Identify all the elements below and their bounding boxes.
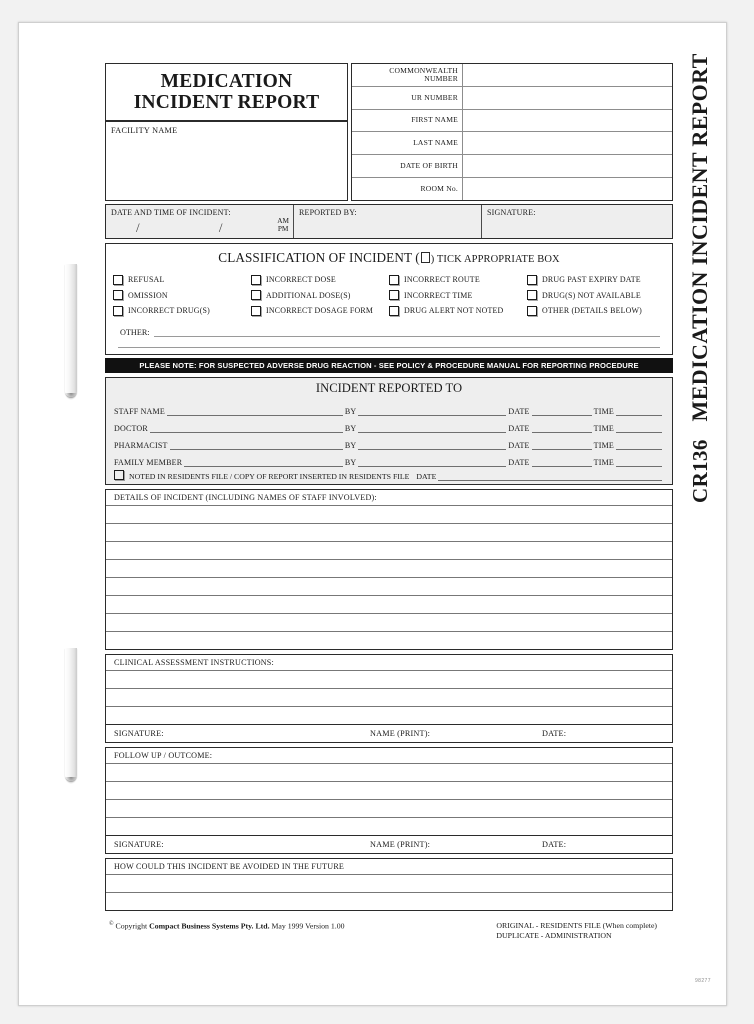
- commonwealth-number-input[interactable]: [463, 64, 672, 86]
- checkbox-incorrect-time[interactable]: [389, 288, 527, 304]
- signature-label[interactable]: SIGNATURE:: [114, 840, 164, 849]
- name-print-label[interactable]: NAME (PRINT):: [370, 729, 431, 738]
- reported-by-field[interactable]: [294, 205, 482, 238]
- checkbox-label: INCORRECT DOSE: [266, 275, 336, 285]
- checkbox-icon[interactable]: [251, 290, 261, 300]
- checkbox-icon[interactable]: [114, 470, 124, 480]
- writing-line[interactable]: [106, 632, 672, 649]
- room-number-label: ROOM No.: [352, 178, 463, 200]
- pm-label: PM: [277, 224, 289, 234]
- commonwealth-number-label: COMMONWEALTH NUMBER: [352, 64, 463, 86]
- checkbox-other-details-below[interactable]: [527, 303, 665, 319]
- title-line-2: INCIDENT REPORT: [133, 92, 320, 113]
- writing-line[interactable]: [106, 542, 672, 560]
- last-name-label: LAST NAME: [352, 132, 463, 154]
- distribution-line-2: DUPLICATE - ADMINISTRATION: [496, 930, 612, 940]
- family-member-date-input[interactable]: [532, 455, 592, 467]
- classification-title: [106, 248, 672, 272]
- checkbox-additional-doses[interactable]: [251, 288, 389, 304]
- patient-field-row: [352, 110, 672, 133]
- spine-title-text: MEDICATION INCIDENT REPORT: [687, 53, 712, 422]
- incident-reported-to-title: INCIDENT REPORTED TO: [315, 381, 463, 395]
- checkbox-label: OTHER (DETAILS BELOW): [542, 306, 642, 316]
- form-title: [106, 64, 347, 122]
- reported-to-row-staff-name: [106, 399, 672, 416]
- distribution-text: [496, 921, 671, 940]
- date-of-birth-input[interactable]: [463, 155, 672, 177]
- staff-name-input[interactable]: [167, 404, 343, 416]
- date-label: DATE: [508, 407, 530, 416]
- writing-line[interactable]: [106, 707, 672, 724]
- writing-line[interactable]: [106, 800, 672, 818]
- title-line-1: MEDICATION: [160, 70, 293, 92]
- last-name-input[interactable]: [463, 132, 672, 154]
- writing-line[interactable]: [106, 506, 672, 524]
- checkbox-label: ADDITIONAL DOSE(S): [266, 290, 351, 300]
- writing-line[interactable]: [106, 560, 672, 578]
- row-label: FAMILY MEMBER: [114, 458, 183, 467]
- copyright-word: Copyright: [115, 921, 148, 931]
- form-page: [18, 22, 727, 1006]
- incident-datetime-field[interactable]: [106, 205, 294, 238]
- patient-field-row: [352, 132, 672, 155]
- patient-field-row: [352, 64, 672, 87]
- reported-to-row-doctor: [106, 416, 672, 433]
- checkbox-icon[interactable]: [113, 275, 123, 285]
- checkbox-drug-past-expiry-date[interactable]: [527, 272, 665, 288]
- checkbox-incorrect-route[interactable]: [389, 272, 527, 288]
- date-label: DATE: [508, 441, 530, 450]
- checkbox-icon[interactable]: [389, 290, 399, 300]
- other-write-line[interactable]: [154, 326, 660, 337]
- row-label: PHARMACIST: [114, 441, 168, 450]
- incident-reported-to-section: [105, 377, 673, 485]
- clinical-assessment-heading: CLINICAL ASSESSMENT INSTRUCTIONS:: [106, 655, 672, 671]
- date-label: DATE: [508, 458, 530, 467]
- checkbox-incorrect-drugs[interactable]: [113, 303, 251, 319]
- checkbox-label: DRUG PAST EXPIRY DATE: [542, 275, 641, 285]
- checkbox-icon[interactable]: [251, 306, 261, 316]
- ur-number-input[interactable]: [463, 87, 672, 109]
- reported-to-row-family-member: [106, 450, 672, 467]
- spine-form-code: CR136: [688, 439, 712, 503]
- pharmacist-by-input[interactable]: [358, 438, 506, 450]
- other-label: OTHER:: [120, 327, 150, 337]
- time-label: TIME: [593, 407, 614, 416]
- classification-title-suffix: ) TICK APPROPRIATE BOX: [430, 254, 560, 265]
- incident-datetime-label: DATE AND TIME OF INCIDENT:: [111, 208, 231, 217]
- classification-other-second-line[interactable]: [106, 346, 672, 348]
- by-label: BY: [344, 441, 357, 450]
- checkbox-omission[interactable]: [113, 288, 251, 304]
- checkbox-label: DRUG(S) NOT AVAILABLE: [542, 290, 641, 300]
- time-label: TIME: [593, 441, 614, 450]
- by-label: BY: [344, 407, 357, 416]
- pharmacist-time-input[interactable]: [616, 438, 662, 450]
- checkbox-icon[interactable]: [527, 290, 537, 300]
- writing-line[interactable]: [106, 764, 672, 782]
- room-number-input[interactable]: [463, 178, 672, 200]
- checkbox-label: REFUSAL: [128, 275, 165, 285]
- writing-line[interactable]: [106, 818, 672, 835]
- checkbox-label: INCORRECT DOSAGE FORM: [266, 306, 374, 316]
- noted-in-residents-file-row[interactable]: [106, 467, 672, 481]
- title-and-facility-block: [105, 63, 348, 201]
- noted-date-input[interactable]: [438, 469, 662, 481]
- noted-date-label: DATE: [416, 472, 437, 481]
- doctor-name-input[interactable]: [150, 421, 343, 433]
- classification-column-2: [251, 272, 389, 319]
- first-name-input[interactable]: [463, 110, 672, 132]
- follow-up-signature-row: [106, 835, 672, 853]
- pharmacist-name-input[interactable]: [170, 438, 343, 450]
- checkbox-icon[interactable]: [113, 306, 123, 316]
- checkbox-drug-alert-not-noted[interactable]: [389, 303, 527, 319]
- family-member-time-input[interactable]: [616, 455, 662, 467]
- company-name: Compact Business Systems Pty. Ltd.: [149, 921, 270, 931]
- writing-line[interactable]: [106, 578, 672, 596]
- checkbox-label: INCORRECT ROUTE: [404, 275, 480, 285]
- spine-title: [687, 53, 713, 503]
- classification-section: [105, 243, 673, 355]
- checkbox-icon[interactable]: [527, 306, 537, 316]
- date-label[interactable]: DATE:: [542, 729, 567, 738]
- writing-line[interactable]: [106, 782, 672, 800]
- binder-punch-slot-bottom: [65, 648, 77, 781]
- incident-datetime-row: [105, 204, 673, 239]
- checkbox-incorrect-dose[interactable]: [251, 272, 389, 288]
- doctor-by-input[interactable]: [358, 421, 506, 433]
- copyright-mark: ©: [109, 921, 114, 927]
- signature-label[interactable]: SIGNATURE:: [114, 729, 164, 738]
- form-footer: [105, 915, 673, 940]
- date-label[interactable]: DATE:: [542, 840, 567, 849]
- facility-name-label: FACILITY NAME: [111, 126, 178, 135]
- follow-up-outcome-heading: FOLLOW UP / OUTCOME:: [106, 748, 672, 764]
- date-slash-marks: / /: [136, 220, 261, 235]
- classification-other-field[interactable]: [106, 319, 672, 337]
- checkbox-label: OMISSION: [128, 290, 168, 300]
- writing-line[interactable]: [106, 689, 672, 707]
- form-header: [105, 63, 673, 201]
- checkbox-label: INCORRECT TIME: [404, 290, 473, 300]
- doctor-date-input[interactable]: [532, 421, 592, 433]
- checkbox-icon[interactable]: [251, 275, 261, 285]
- clinical-signature-row: [106, 724, 672, 742]
- staff-by-input[interactable]: [358, 404, 506, 416]
- checkbox-label: INCORRECT DRUG(S): [128, 306, 210, 316]
- pharmacist-date-input[interactable]: [532, 438, 592, 450]
- noted-in-residents-file-label: NOTED IN RESIDENTS FILE / COPY OF REPORT INSERTED IN RESIDENTS FILE: [129, 472, 410, 481]
- patient-details-block: [351, 63, 673, 201]
- avoided-in-future-section: [105, 858, 673, 911]
- adverse-reaction-note-bar: PLEASE NOTE: FOR SUSPECTED ADVERSE DRUG REACTION - SEE POLICY & PROCEDURE MANUAL FOR REPORTING PROCEDURE: [105, 358, 673, 374]
- time-label: TIME: [593, 458, 614, 467]
- doctor-time-input[interactable]: [616, 421, 662, 433]
- checkbox-incorrect-dosage-form[interactable]: [251, 303, 389, 319]
- checkbox-label: DRUG ALERT NOT NOTED: [404, 306, 504, 316]
- writing-line[interactable]: [106, 671, 672, 689]
- staff-time-input[interactable]: [616, 404, 662, 416]
- patient-field-row: [352, 155, 672, 178]
- other-write-line[interactable]: [118, 346, 660, 348]
- clinical-assessment-section: [105, 654, 673, 743]
- details-of-incident-heading: DETAILS OF INCIDENT (INCLUDING NAMES OF STAFF INVOLVED):: [106, 490, 672, 506]
- avoided-in-future-heading: HOW COULD THIS INCIDENT BE AVOIDED IN THE FUTURE: [106, 859, 672, 875]
- writing-line[interactable]: [106, 596, 672, 614]
- ur-number-label: UR NUMBER: [352, 87, 463, 109]
- time-label: TIME: [593, 424, 614, 433]
- row-label: STAFF NAME: [114, 407, 165, 416]
- patient-field-row: [352, 87, 672, 110]
- checkbox-drugs-not-available[interactable]: [527, 288, 665, 304]
- date-label: DATE: [508, 424, 530, 433]
- signature-field[interactable]: [482, 205, 672, 238]
- medication-incident-report-form: [105, 63, 673, 940]
- corner-print-code: 98277: [695, 978, 711, 984]
- tick-box-icon: [421, 252, 430, 263]
- signature-label: SIGNATURE:: [487, 208, 536, 217]
- first-name-label: FIRST NAME: [352, 110, 463, 132]
- writing-line[interactable]: [106, 524, 672, 542]
- reported-to-row-pharmacist: [106, 433, 672, 450]
- checkbox-icon[interactable]: [113, 290, 123, 300]
- facility-name-field[interactable]: [106, 122, 347, 200]
- binder-punch-slot-top: [65, 264, 77, 397]
- details-of-incident-section: [105, 489, 673, 650]
- classification-column-3: [389, 272, 527, 319]
- patient-field-row: [352, 178, 672, 200]
- checkbox-icon[interactable]: [389, 275, 399, 285]
- am-pm-selector[interactable]: [277, 217, 289, 234]
- copyright-text: [109, 921, 345, 940]
- row-label: DOCTOR: [114, 424, 148, 433]
- version-text: May 1999 Version 1.00: [271, 921, 345, 931]
- by-label: BY: [344, 424, 357, 433]
- date-of-birth-label: DATE OF BIRTH: [352, 155, 463, 177]
- checkbox-icon[interactable]: [527, 275, 537, 285]
- distribution-line-1: ORIGINAL - RESIDENTS FILE (When complete): [496, 921, 657, 930]
- checkbox-icon[interactable]: [389, 306, 399, 316]
- classification-column-4: [527, 272, 665, 319]
- family-member-name-input[interactable]: [184, 455, 343, 467]
- name-print-label[interactable]: NAME (PRINT):: [370, 840, 431, 849]
- by-label: BY: [344, 458, 357, 467]
- classification-column-1: [113, 272, 251, 319]
- classification-title-prefix: CLASSIFICATION OF INCIDENT (: [218, 250, 420, 265]
- reported-by-label: REPORTED BY:: [299, 208, 357, 217]
- staff-date-input[interactable]: [532, 404, 592, 416]
- writing-line[interactable]: [106, 875, 672, 893]
- am-label: AM: [277, 216, 289, 225]
- follow-up-outcome-section: [105, 747, 673, 854]
- checkbox-refusal[interactable]: [113, 272, 251, 288]
- classification-checkbox-grid: [106, 272, 672, 319]
- writing-line[interactable]: [106, 893, 672, 910]
- writing-line[interactable]: [106, 614, 672, 632]
- family-member-by-input[interactable]: [358, 455, 506, 467]
